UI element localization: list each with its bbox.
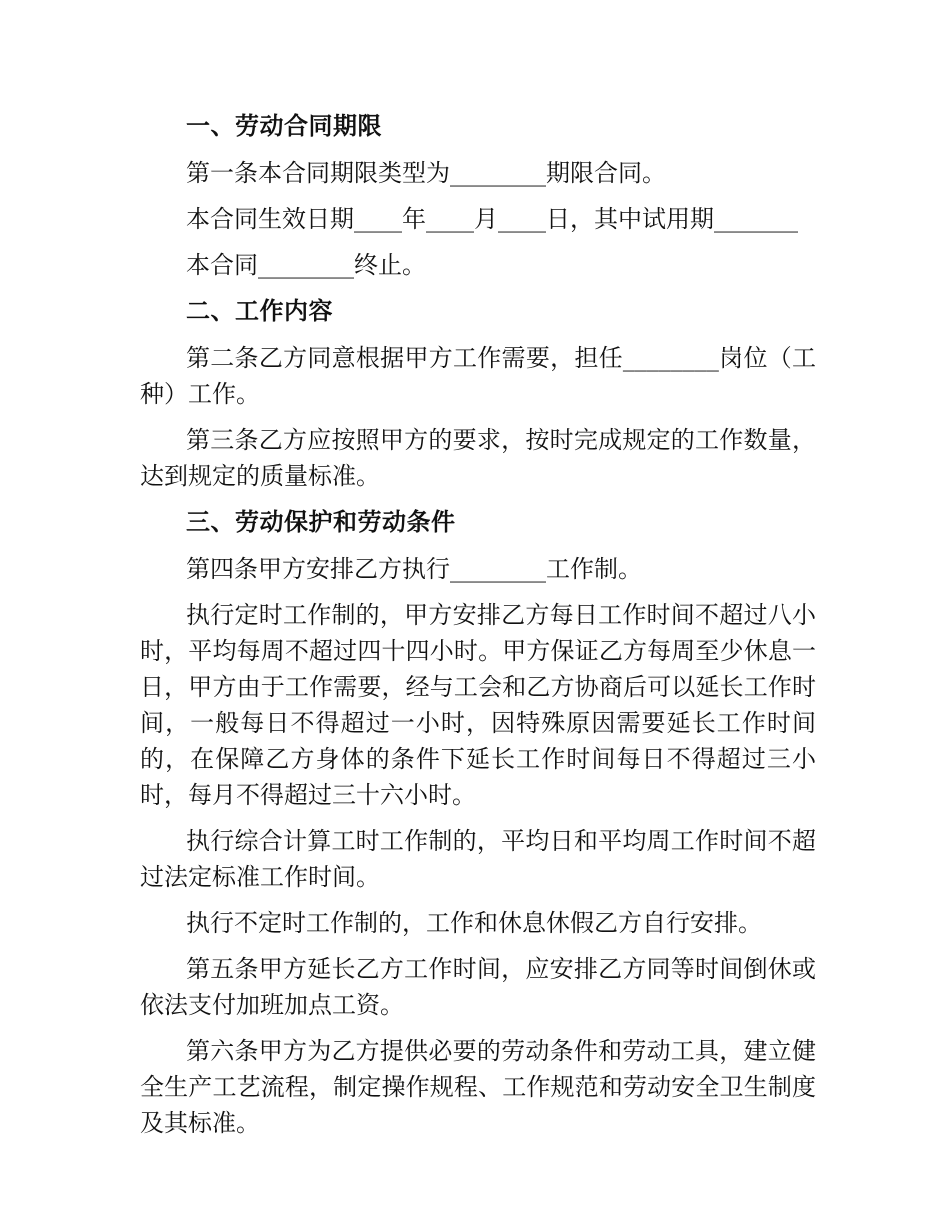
section-heading: 三、劳动保护和劳动条件 — [186, 507, 456, 536]
paragraph: 执行综合计算工时工作制的，平均日和平均周工作时间不超过法定标准工作时间。 — [140, 827, 816, 891]
paragraph: 本合同生效日期____年____月____日，其中试用期_______ — [186, 205, 798, 233]
paragraph: 执行不定时工作制的，工作和休息休假乙方自行安排。 — [186, 909, 762, 937]
document-page — [140, 108, 816, 1151]
paragraph: 第二条乙方同意根据甲方工作需要，担任________岗位（工种）工作。 — [140, 344, 816, 408]
paragraph: 第一条本合同期限类型为________期限合同。 — [186, 159, 666, 187]
section-heading: 一、劳动合同期限 — [186, 111, 382, 140]
paragraph: 第三条乙方应按照甲方的要求，按时完成规定的工作数量，达到规定的质量标准。 — [140, 426, 816, 490]
paragraph: 执行定时工作制的，甲方安排乙方每日工作时间不超过八小时，平均每周不超过四十四小时。甲方保证乙方每周至少休息一日，甲方由于工作需要，经与工会和乙方协商后可以延长工作时间，一般每日不得超过一小时，因特殊原因需要延长工作时间的，在保障乙方身体的条件下延长工作时间每日不得超过三小时，每月不得超过三十六小时。 — [140, 601, 816, 809]
paragraph: 第五条甲方延长乙方工作时间，应安排乙方同等时间倒休或依法支付加班加点工资。 — [140, 955, 816, 1019]
section-labor-protection — [140, 504, 816, 1141]
section-heading: 二、工作内容 — [186, 296, 333, 325]
section-work-content — [140, 293, 816, 494]
paragraph: 第六条甲方为乙方提供必要的劳动条件和劳动工具，建立健全生产工艺流程，制定操作规程、工作规范和劳动安全卫生制度及其标准。 — [140, 1037, 816, 1137]
paragraph: 本合同________终止。 — [186, 251, 426, 279]
paragraph: 第四条甲方安排乙方执行________工作制。 — [186, 555, 642, 583]
section-contract-term — [140, 108, 816, 283]
